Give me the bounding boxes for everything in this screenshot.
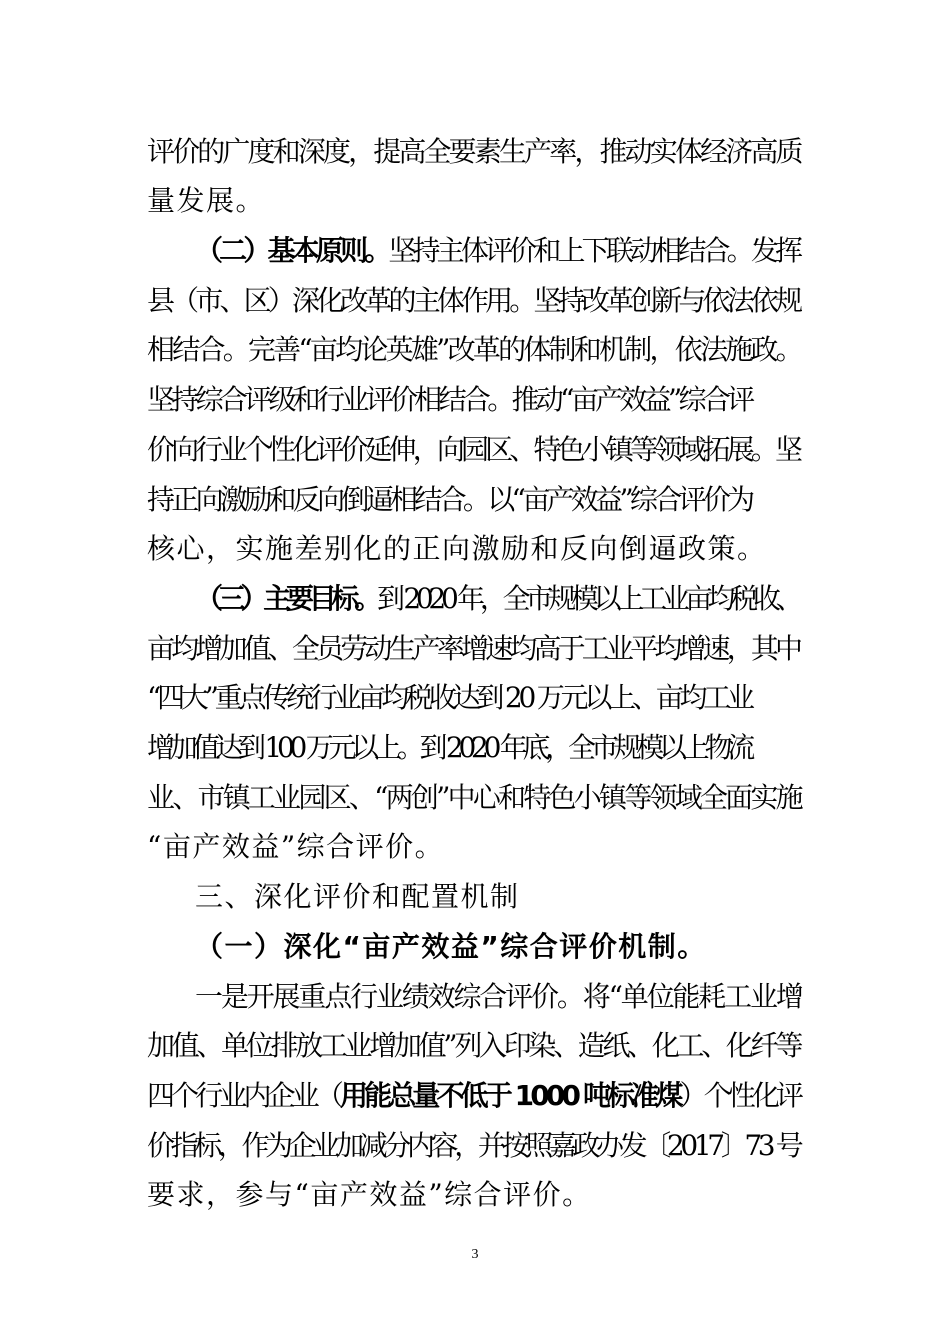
- text-line: [147, 830, 445, 863]
- text-line: [147, 1079, 801, 1112]
- text-segment: 核心，实施差别化的正向激励和反向倒逼政策。: [147, 532, 767, 565]
- text-line: [147, 284, 800, 317]
- text-segment: 增加值达到 100 万元以上。到 2020 年底，全市规模以上物流: [147, 731, 751, 764]
- text-line: [147, 1178, 592, 1211]
- text-line: [147, 1029, 801, 1062]
- text-line: [195, 980, 802, 1013]
- text-segment: 持正向激励和反向倒逼相结合。以“亩产效益”综合评价为: [147, 483, 752, 516]
- text-segment: 价向行业个性化评价延伸，向园区、特色小镇等领域拓展。坚: [147, 433, 800, 466]
- text-segment: 相结合。完善“亩均论英雄”改革的体制和机制，依法施政。: [147, 333, 801, 366]
- text-line: [147, 333, 801, 366]
- text-line: [195, 930, 707, 963]
- text-line: [147, 433, 800, 466]
- text-segment: 要求，参与“亩产效益”综合评价。: [147, 1178, 592, 1211]
- text-segment: 评价的广度和深度，提高全要素生产率，推动实体经济高质: [147, 135, 801, 168]
- text-line: [147, 532, 767, 565]
- text-segment: ）个性化评: [679, 1079, 801, 1112]
- text-line: [147, 731, 751, 764]
- text-line: [147, 681, 751, 714]
- text-segment: 价指标，作为企业加减分内容，并按照嘉政办发〔2017〕73 号: [147, 1129, 800, 1162]
- bold-text: 用能总量不低于 1000 吨标准煤: [339, 1079, 680, 1112]
- text-segment: 亩均增加值、全员劳动生产率增速均高于工业平均增速，其中: [147, 632, 800, 665]
- text-segment: 业、市镇工业园区、“两创”中心和特色小镇等领域全面实施: [147, 781, 801, 814]
- text-segment: 四个行业内企业（: [147, 1079, 340, 1112]
- text-line: [147, 184, 266, 217]
- text-line: [195, 582, 799, 615]
- text-line: [147, 383, 752, 416]
- bold-text: （二）基本原则。: [195, 234, 389, 267]
- text-line: [195, 880, 520, 913]
- text-segment: 坚持综合评级和行业评价相结合。推动“亩产效益”综合评: [147, 383, 752, 416]
- text-line: [147, 632, 800, 665]
- text-segment: 加值、单位排放工业增加值”列入印染、造纸、化工、化纤等: [147, 1029, 801, 1062]
- text-line: [195, 234, 800, 267]
- bold-text: （一）深化“亩产效益”综合评价机制。: [195, 930, 707, 963]
- text-segment: 量发展。: [147, 184, 266, 217]
- text-line: [147, 135, 801, 168]
- text-segment: 一是开展重点行业绩效综合评价。将“单位能耗工业增: [195, 980, 802, 1013]
- text-segment: 坚持主体评价和上下联动相结合。发挥: [388, 234, 800, 267]
- text-segment: 县（市、区）深化改革的主体作用。坚持改革创新与依法依规: [147, 284, 800, 317]
- page-number: 3: [471, 1247, 479, 1262]
- text-line: [147, 1129, 800, 1162]
- text-segment: “亩产效益”综合评价。: [147, 830, 445, 863]
- text-segment: “四大”重点传统行业亩均税收达到 20 万元以上、亩均工业: [147, 681, 751, 714]
- text-segment: 到 2020 年，全市规模以上工业亩均税收、: [376, 582, 799, 615]
- text-line: [147, 781, 801, 814]
- bold-text: （三）主要目标。: [195, 582, 377, 615]
- heading-text: 三、深化评价和配置机制: [195, 880, 520, 913]
- text-line: [147, 483, 752, 516]
